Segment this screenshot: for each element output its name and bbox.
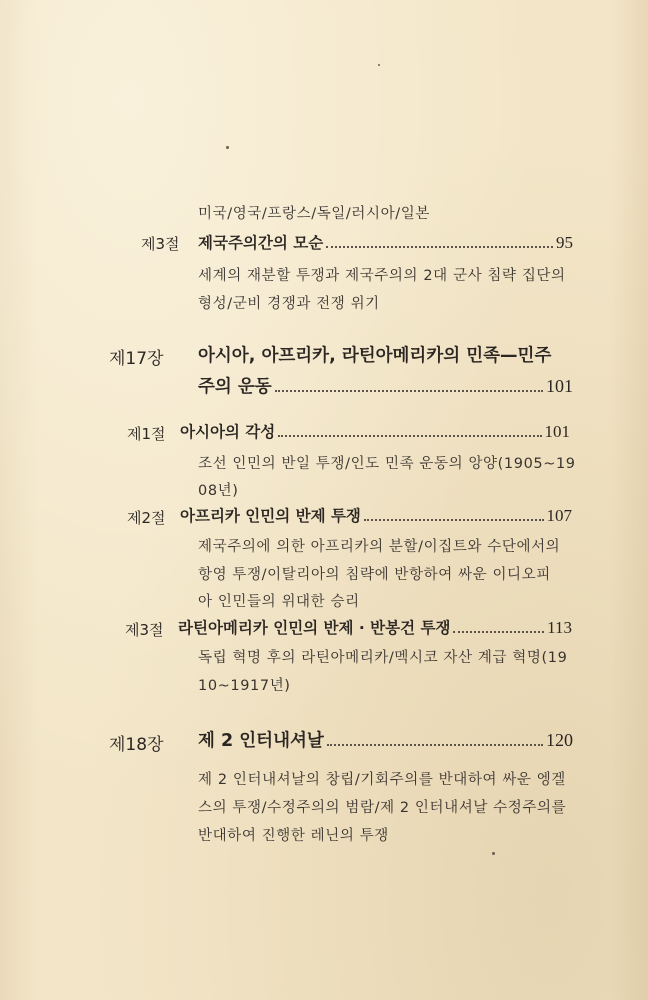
toc-entry-ch16-s3[interactable]: [198, 231, 573, 253]
toc-desc-line: 독립 혁명 후의 라틴아메리카/멕시코 자산 계급 혁명(19: [198, 650, 568, 666]
page-number: 120: [546, 730, 573, 750]
toc-desc-line: 스의 투쟁/수정주의의 범람/제 2 인터내셔날 수정주의를: [198, 800, 567, 816]
paper-speck: [378, 64, 380, 66]
section-title: 아시아의 각성: [180, 423, 276, 441]
section-label: 제2절: [127, 509, 166, 527]
toc-desc-line: 제국주의에 의한 아프리카의 분할/이집트와 수단에서의: [198, 539, 561, 555]
toc-desc-line: 반대하여 진행한 레닌의 투쟁: [198, 828, 389, 844]
chapter-label: 제17장: [109, 349, 164, 369]
toc-desc-line: 10~1917년): [198, 678, 291, 694]
toc-entry-ch17-s3[interactable]: [178, 616, 572, 638]
toc-entry-ch18[interactable]: [198, 727, 573, 752]
toc-desc-line: 08년): [198, 483, 239, 499]
toc-entry-ch17-s1[interactable]: [180, 420, 570, 442]
leader-dots: [327, 744, 543, 746]
page-number: 113: [547, 618, 572, 637]
paper-speck: [492, 852, 495, 855]
section-title: 제국주의간의 모순: [198, 234, 324, 252]
section-label: 제3절: [141, 235, 180, 253]
section-title: 라틴아메리카 인민의 반제 · 반봉건 투쟁: [178, 619, 451, 637]
toc-entry-ch17[interactable]: [198, 373, 573, 398]
leader-dots: [275, 390, 543, 392]
page-number: 107: [546, 506, 572, 525]
section-label: 제1절: [127, 425, 166, 443]
page-number: 95: [556, 233, 573, 252]
paper-speck: [226, 146, 229, 149]
leader-dots: [278, 435, 541, 437]
toc-desc-line: 항영 투쟁/이탈리아의 침략에 반항하여 싸운 이디오피: [198, 567, 551, 583]
section-title: 아프리카 인민의 반제 투쟁: [180, 507, 361, 525]
toc-desc-line: 조선 인민의 반일 투쟁/인도 민족 운동의 앙양(1905~19: [198, 456, 576, 472]
leader-dots: [364, 519, 544, 521]
page-number: 101: [546, 376, 573, 396]
leader-dots: [326, 246, 553, 248]
toc-desc-line: 세계의 재분할 투쟁과 제국주의의 2대 군사 침략 집단의: [198, 268, 566, 284]
toc-desc-line: 미국/영국/프랑스/독일/러시아/일본: [198, 206, 430, 222]
chapter-title: 제 2 인터내셔날: [198, 731, 324, 751]
page-number: 101: [544, 422, 570, 441]
toc-entry-ch17-s2[interactable]: [180, 504, 572, 526]
chapter-label: 제18장: [109, 735, 164, 755]
chapter-title-continued: 주의 운동: [198, 377, 272, 397]
toc-desc-line: 형성/군비 경쟁과 전쟁 위기: [198, 296, 380, 312]
section-label: 제3절: [125, 621, 164, 639]
leader-dots: [453, 631, 544, 633]
toc-desc-line: 아 인민들의 위대한 승리: [198, 594, 360, 610]
chapter-title: 아시아, 아프리카, 라틴아메리카의 민족—민주: [198, 346, 552, 366]
toc-desc-line: 제 2 인터내셔날의 창립/기회주의를 반대하여 싸운 엥겔: [198, 772, 566, 788]
